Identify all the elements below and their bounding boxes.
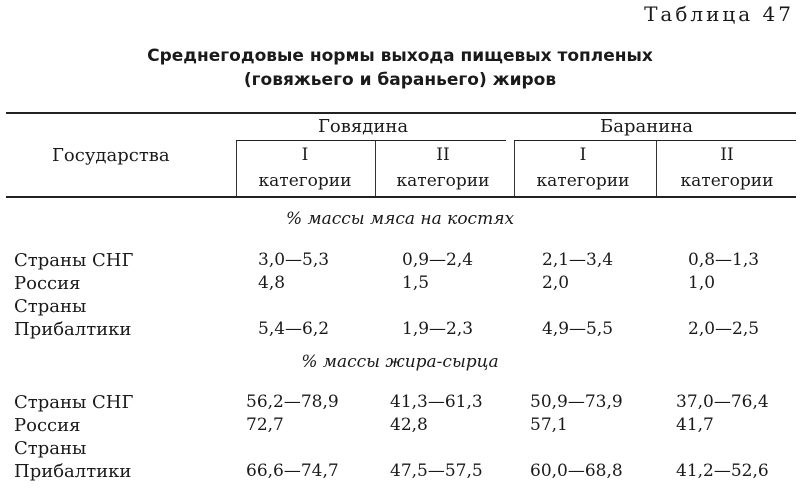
- beef-cat1-num: I: [301, 145, 309, 165]
- table-cell: 37,0—76,4: [676, 392, 769, 412]
- table-cell: 56,2—78,9: [246, 392, 339, 412]
- row-name: Прибалтики: [14, 461, 132, 482]
- table-cell: 66,6—74,7: [246, 461, 339, 481]
- table-top-rule: [6, 112, 796, 114]
- table-title-line-1: Среднегодовые нормы выхода пищевых топленых: [147, 46, 653, 66]
- header-bottom-rule: [6, 196, 796, 198]
- mutton-header-rule: [514, 140, 796, 141]
- mutton-cat1-word: категории: [536, 171, 630, 191]
- table-cell: 47,5—57,5: [390, 461, 483, 481]
- table-cell: 60,0—68,8: [530, 461, 623, 481]
- divider-cat-3: [514, 141, 515, 196]
- row-name: Страны СНГ: [14, 250, 134, 271]
- beef-cat2-num: II: [436, 145, 450, 165]
- table-cell: 4,8: [258, 273, 286, 293]
- divider-cat-4: [656, 141, 657, 196]
- table-cell: 1,9—2,3: [402, 319, 474, 339]
- beef-header-rule: [236, 140, 506, 141]
- table-number-label: Таблица 47: [644, 2, 794, 26]
- table-cell: 42,8: [390, 415, 428, 435]
- mutton-cat1-num: I: [579, 145, 587, 165]
- row-name: Страны: [14, 296, 87, 317]
- row-name: Страны СНГ: [14, 392, 134, 413]
- row-name: Прибалтики: [14, 319, 132, 340]
- table-cell: 2,0—2,5: [688, 319, 760, 339]
- divider-cat-1: [236, 141, 237, 196]
- table-cell: 57,1: [530, 415, 568, 435]
- mutton-cat2-word: категории: [680, 171, 774, 191]
- table-cell: 0,8—1,3: [688, 250, 760, 270]
- section-title: % массы жира-сырца: [301, 352, 499, 372]
- row-name: Страны: [14, 438, 87, 459]
- table-cell: 0,9—2,4: [402, 250, 474, 270]
- table-cell: 5,4—6,2: [258, 319, 330, 339]
- table-cell: 4,9—5,5: [542, 319, 614, 339]
- table-cell: 50,9—73,9: [530, 392, 623, 412]
- row-name: Россия: [14, 415, 81, 436]
- mutton-cat2-num: II: [720, 145, 734, 165]
- table-cell: 41,3—61,3: [390, 392, 483, 412]
- row-name: Россия: [14, 273, 81, 294]
- table-cell: 72,7: [246, 415, 284, 435]
- table-cell: 1,0: [688, 273, 716, 293]
- table-cell: 2,1—3,4: [542, 250, 614, 270]
- table-cell: 41,7: [676, 415, 714, 435]
- table-cell: 41,2—52,6: [676, 461, 769, 481]
- country-column-header: Государства: [52, 145, 170, 166]
- divider-cat-2: [375, 141, 376, 196]
- table-title-line-2: (говяжьего и бараньего) жиров: [243, 70, 557, 90]
- mutton-group-header: Баранина: [600, 116, 693, 137]
- table-cell: 3,0—5,3: [258, 250, 330, 270]
- beef-group-header: Говядина: [318, 116, 409, 137]
- table-cell: 1,5: [402, 273, 430, 293]
- beef-cat1-word: категории: [258, 171, 352, 191]
- beef-cat2-word: категории: [396, 171, 490, 191]
- table-cell: 2,0: [542, 273, 570, 293]
- section-title: % массы мяса на костях: [285, 209, 515, 229]
